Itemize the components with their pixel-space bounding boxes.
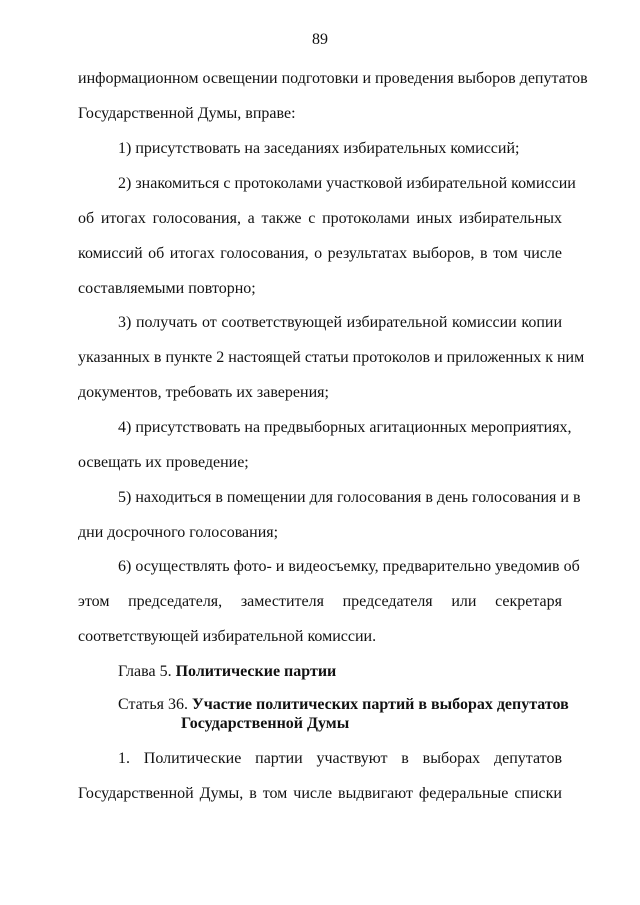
list-item-4: 4) присутствовать на предвыборных агитационных мероприятиях, (118, 419, 572, 436)
chapter-title: Политические партии (175, 663, 337, 680)
list-item-5: 5) находиться в помещении для голосования в день голосования и в (118, 489, 581, 506)
text-line: указанных в пункте 2 настоящей статьи протоколов и приложенных к ним (78, 349, 585, 366)
paragraph-line: Государственной Думы, в том числе выдвигают федеральные списки (78, 785, 562, 802)
text-line: об итогах голосования, а также с протоколами иных избирательных (78, 210, 562, 227)
text-line: освещать их проведение; (78, 454, 249, 471)
text-line: комиссий об итогах голосования, о результатах выборов, в том числе (78, 245, 562, 262)
text-line: этом председателя, заместителя председателя или секретаря (78, 593, 562, 610)
page-number: 89 (312, 31, 328, 48)
article-heading (118, 695, 569, 715)
list-item-6: 6) осуществлять фото- и видеосъемку, предварительно уведомив об (118, 558, 580, 575)
text-line: информационном освещении подготовки и проведения выборов депутатов (78, 70, 588, 87)
text-line: документов, требовать их заверения; (78, 384, 329, 401)
article-title-line2-wrap (181, 714, 640, 734)
text-line: Государственной Думы, вправе: (78, 105, 296, 122)
text-line: дни досрочного голосования; (78, 524, 279, 541)
chapter-prefix: Глава 5. (118, 663, 172, 680)
article-title-line2: Государственной Думы (181, 715, 350, 732)
chapter-heading (118, 662, 602, 682)
list-item-2: 2) знакомиться с протоколами участковой избирательной комиссии (118, 175, 576, 192)
text-line: соответствующей избирательной комиссии. (78, 628, 377, 645)
article-title-line1: Участие политических партий в выборах депутатов (191, 696, 569, 713)
text-line: составляемыми повторно; (78, 280, 256, 297)
list-item-3: 3) получать от соответствующей избирательной комиссии копии (118, 314, 562, 331)
paragraph-line: 1. Политические партии участвуют в выборах депутатов (118, 750, 562, 767)
article-prefix: Статья 36. (118, 696, 188, 713)
list-item-1: 1) присутствовать на заседаниях избирательных комиссий; (118, 140, 520, 157)
